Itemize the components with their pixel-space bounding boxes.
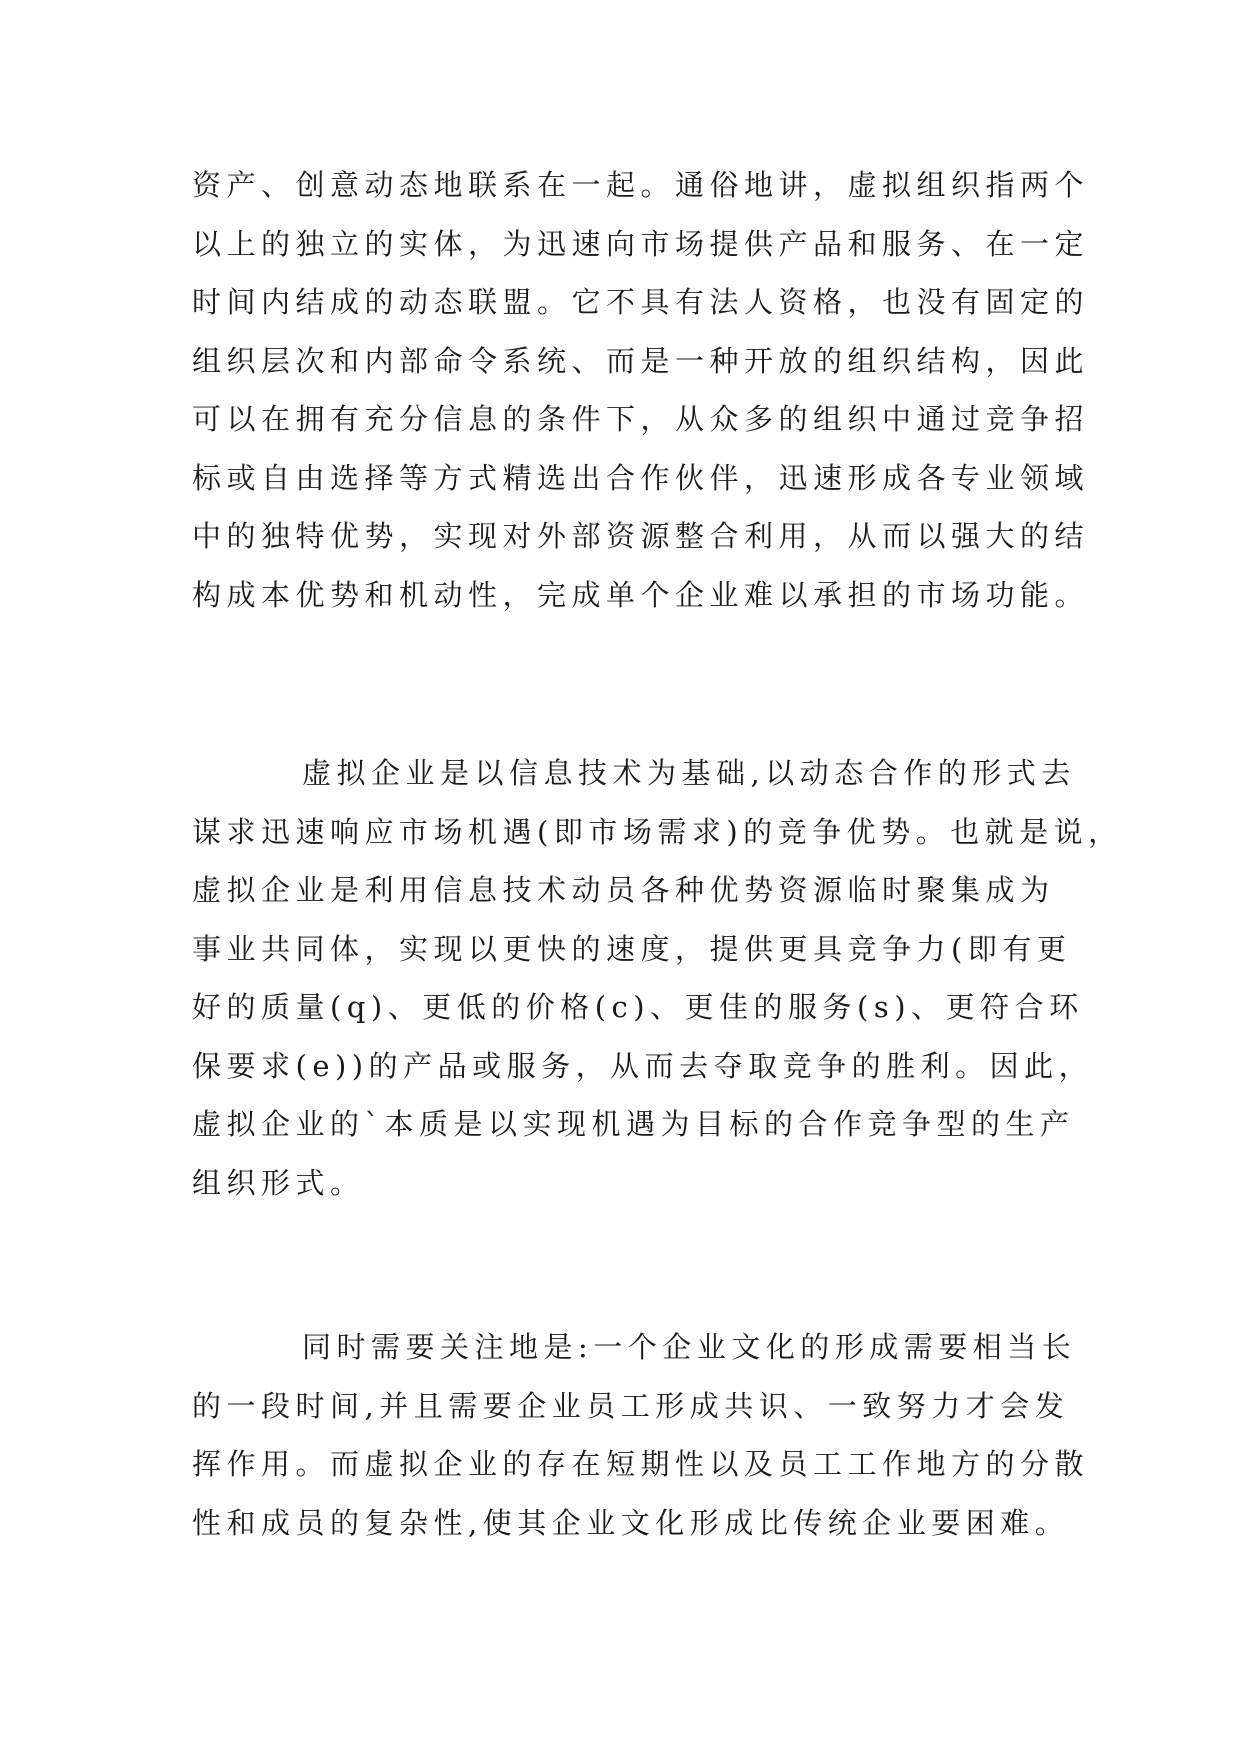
paragraph-line: 虚拟企业的`本质是以实现机遇为目标的合作竞争型的生产 — [192, 1107, 1075, 1141]
paragraph-line: 构成本优势和机动性，完成单个企业难以承担的市场功能。 — [192, 577, 1090, 612]
paragraph-line: 事业共同体，实现以更快的速度，提供更具竞争力(即有更 — [192, 931, 1072, 966]
paragraph-line: 中的独特优势，实现对外部资源整合利用，从而以强大的结 — [192, 519, 1090, 553]
paragraph-line: 同时需要关注地是:一个企业文化的形成需要相当长 — [302, 1330, 1077, 1364]
paragraph-line: 时间内结成的动态联盟。它不具有法人资格，也没有固定的 — [192, 285, 1090, 319]
paragraph-line: 组织层次和内部命令系统、而是一种开放的组织结构，因此 — [192, 343, 1090, 378]
paragraph-line: 虚拟企业是利用信息技术动员各种优势资源临时聚集成为 — [192, 873, 1055, 907]
paragraph-line: 虚拟企业是以信息技术为基础,以动态合作的形式去 — [302, 756, 1076, 790]
paragraph-line: 标或自由选择等方式精选出合作伙伴，迅速形成各专业领域 — [192, 460, 1090, 495]
paragraph-2 — [192, 744, 1123, 1212]
paragraph-line: 资产、创意动态地联系在一起。通俗地讲，虚拟组织指两个 — [192, 168, 1090, 202]
paragraph-line: 保要求(e))的产品或服务，从而去夺取竞争的胜利。因此， — [192, 1048, 1094, 1083]
paragraph-line: 性和成员的复杂性,使其企业文化形成比传统企业要困难。 — [192, 1505, 1070, 1540]
paragraph-line: 挥作用。而虚拟企业的存在短期性以及员工工作地方的分散 — [192, 1447, 1090, 1481]
paragraph-line: 以上的独立的实体，为迅速向市场提供产品和服务、在一定 — [192, 226, 1090, 261]
paragraph-1 — [192, 156, 1090, 624]
paragraph-line: 好的质量(q)、更低的价格(c)、更佳的服务(s)、更符合环 — [192, 990, 1084, 1024]
paragraph-line: 可以在拥有充分信息的条件下，从众多的组织中通过竞争招 — [192, 402, 1090, 436]
paragraph-line: 的一段时间,并且需要企业员工形成共识、一致努力才会发 — [192, 1388, 1070, 1423]
paragraph-line: 组织形式。 — [192, 1165, 365, 1200]
paragraph-line: 谋求迅速响应市场机遇(即市场需求)的竞争优势。也就是说， — [192, 814, 1123, 849]
paragraph-3 — [192, 1318, 1090, 1552]
